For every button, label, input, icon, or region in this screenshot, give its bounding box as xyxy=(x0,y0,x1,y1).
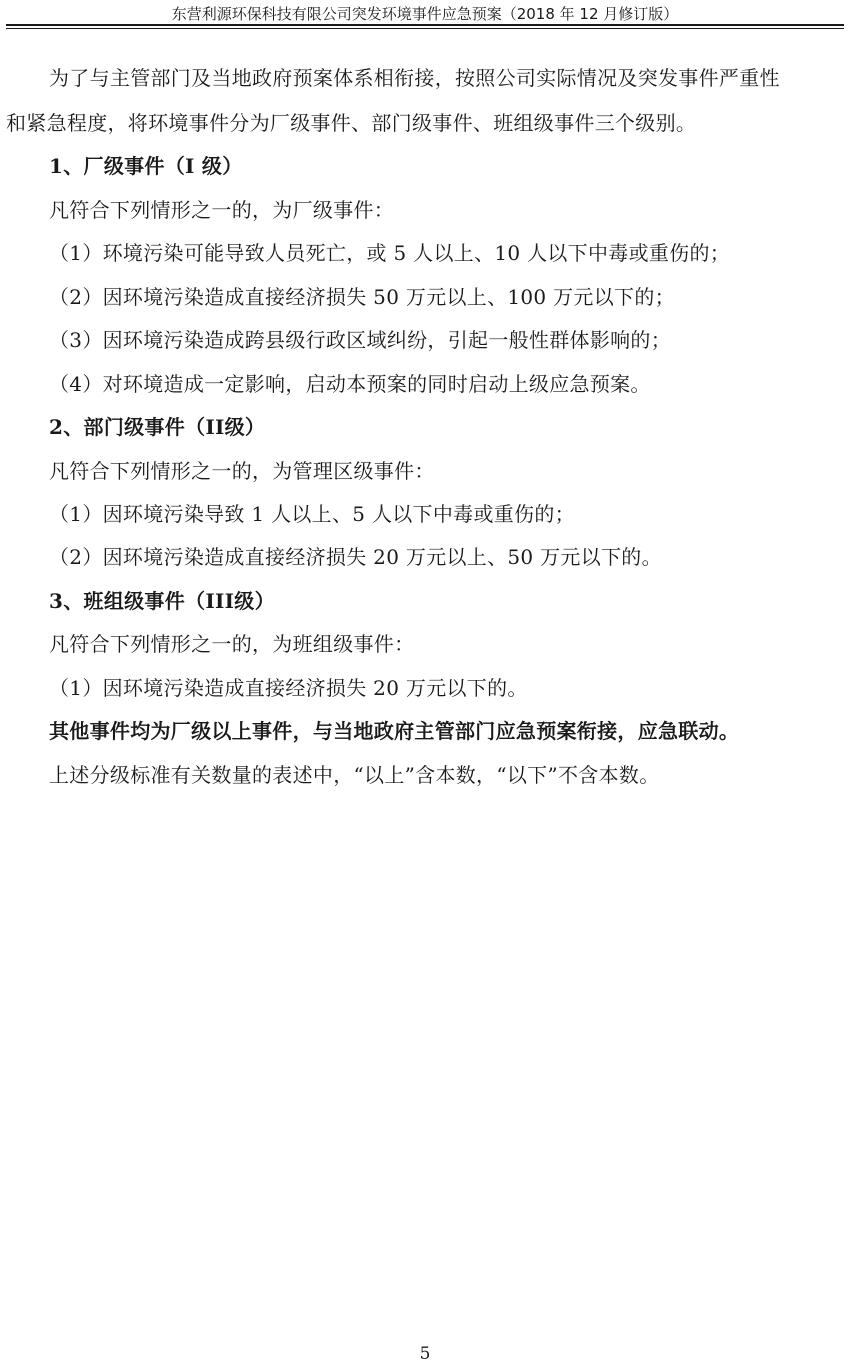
section-lead-1: 凡符合下列情形之一的，为厂级事件： xyxy=(49,198,395,222)
list-item-2-2: （2）因环境污染造成直接经济损失 20 万元以上、50 万元以下的。 xyxy=(49,545,662,569)
section-lead-2: 凡符合下列情形之一的，为管理区级事件： xyxy=(49,459,435,483)
header-title: 东营利源环保科技有限公司突发环境事件应急预案（2018 年 12 月修订版） xyxy=(171,5,679,23)
section-heading-1: 1、厂级事件（I 级） xyxy=(49,154,243,178)
list-item-1-4: （4）对环境造成一定影响，启动本预案的同时启动上级应急预案。 xyxy=(49,372,651,396)
list-item-1-1: （1）环境污染可能导致人员死亡，或 5 人以上、10 人以下中毒或重伤的； xyxy=(49,241,731,265)
list-item-2-1: （1）因环境污染导致 1 人以上、5 人以下中毒或重伤的； xyxy=(49,502,575,526)
list-item-1-3: （3）因环境污染造成跨县级行政区域纠纷，引起一般性群体影响的； xyxy=(49,328,672,352)
page-header xyxy=(0,0,850,26)
closing-note: 上述分级标准有关数量的表述中，“以上”含本数，“以下”不含本数。 xyxy=(49,763,660,787)
list-item-1-2: （2）因环境污染造成直接经济损失 50 万元以上、100 万元以下的； xyxy=(49,285,675,309)
page-number: 5 xyxy=(419,1344,431,1364)
header-rule-thin xyxy=(6,28,844,29)
list-item-3-1: （1）因环境污染造成直接经济损失 20 万元以下的。 xyxy=(49,676,528,700)
header-rule-thick xyxy=(6,24,844,26)
closing-bold-statement: 其他事件均为厂级以上事件，与当地政府主管部门应急预案衔接，应急联动。 xyxy=(49,719,740,743)
section-heading-3: 3、班组级事件（III级） xyxy=(49,589,275,613)
intro-paragraph-line-2: 和紧急程度，将环境事件分为厂级事件、部门级事件、班组级事件三个级别。 xyxy=(6,111,697,135)
intro-paragraph-line-1: 为了与主管部门及当地政府预案体系相衔接，按照公司实际情况及突发事件严重性 xyxy=(49,66,780,90)
section-lead-3: 凡符合下列情形之一的，为班组级事件： xyxy=(49,632,415,656)
section-heading-2: 2、部门级事件（II级） xyxy=(49,415,266,439)
